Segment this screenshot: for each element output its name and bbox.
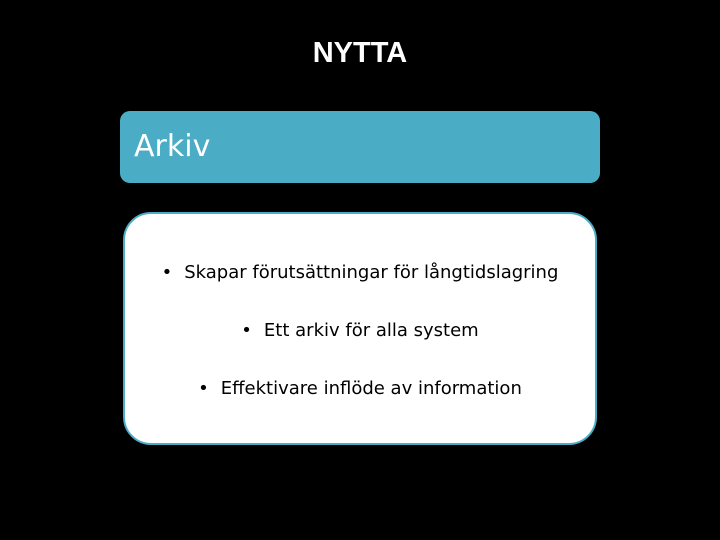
header-box — [120, 111, 600, 183]
bullet-icon: • — [198, 378, 209, 399]
bullet-item — [125, 376, 595, 402]
bullet-text: Skapar förutsättningar för långtidslagring — [184, 262, 559, 283]
bullet-text: Effektivare inflöde av information — [220, 378, 522, 399]
bullet-text: Ett arkiv för alla system — [263, 320, 479, 341]
bullet-list — [125, 214, 595, 443]
bullet-item — [125, 260, 595, 286]
bullet-icon: • — [241, 320, 252, 341]
slide-title: NYTTA — [312, 37, 408, 69]
bullet-icon: • — [161, 262, 173, 283]
header-label: Arkiv — [134, 129, 211, 164]
bullet-item — [125, 318, 595, 344]
content-box — [123, 212, 597, 445]
